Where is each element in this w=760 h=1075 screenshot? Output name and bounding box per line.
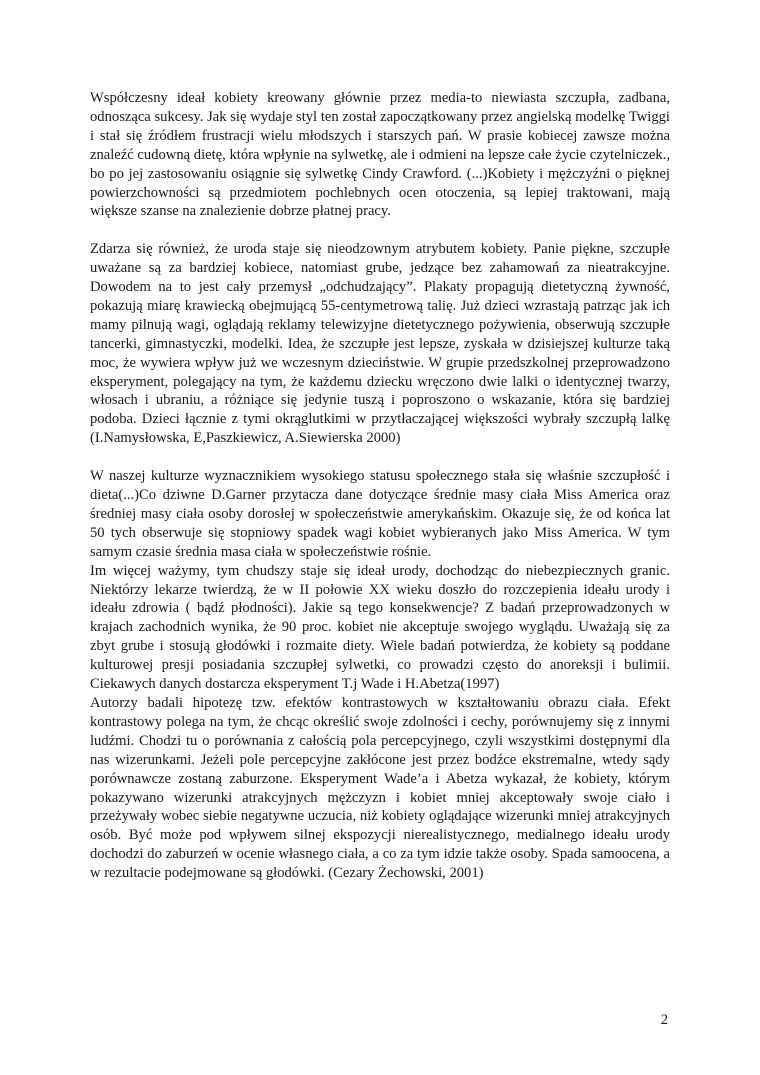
- paragraph-contrast-effects: Autorzy badali hipotezę tzw. efektów kontrastowych w kształtowaniu obrazu ciała. Efekt kontrastowy polega na tym, że chcąc określić swoje zdolności i cechy, porównujemy się z innymi ludźmi. Chodzi tu o porównania z całością pola percepcyjnego, czyli wszystkimi dostępnymi dla nas wizerunkami. Jeżeli pole percepcyjne zakłócone jest przez bodźce ekstremalne, wtedy sądy porównawcze zostaną zaburzone. Eksperyment Wade’a i Abetza wykazał, że kobiety, którym pokazywano wizerunki atrakcyjnych mężczyzn i kobiet mniej akceptowały swoje ciało i przeżywały wobec siebie negatywne uczucia, niż kobiety oglądające wizerunki mniej atrakcyjnych osób. Być może pod wpływem silnej ekspozycji nierealistycznego, medialnego ideału urody dochodzi do zaburzeń w ocenie własnego ciała, a co za tym idzie także osoby. Spada samoocena, a w rezultacie podejmowane są głodówki. (Cezary Żechowski, 2001): [90, 694, 670, 882]
- body-text: [90, 89, 670, 883]
- paragraph-consequences: Im więcej ważymy, tym chudszy staje się ideał urody, dochodząc do niebezpiecznych granic. Niektórzy lekarze twierdzą, że w II połowie XX wieku doszło do rozczepienia ideału urody i ideału zdrowia ( bądź płodności). Jakie są tego konsekwencje? Z badań przeprowadzonych w krajach zachodnich wynika, że 90 proc. kobiet nie akceptuje swojego wyglądu. Uważają się za zbyt grube i stosują głodówki i rozmaite diety. Wiele badań potwierdza, że kobiety są poddane kulturowej presji posiadania szczupłej sylwetki, co prowadzi często do anoreksji i bulimii. Ciekawych danych dostarcza eksperyment T.j Wade i H.Abetza(1997): [90, 562, 670, 693]
- paragraph-ideal: Współczesny ideał kobiety kreowany głównie przez media-to niewiasta szczupła, zadbana, odnosząca sukcesy. Jak się wydaje styl ten został zapoczątkowany przez angielską modelkę Twiggi i stał się źródłem frustracji wielu młodszych i starszych pań. W prasie kobiecej zawsze można znaleźć cudowną dietę, która wpłynie na sylwetkę, ale i odmieni na lepsze całe życie czytelniczek., bo po jej zastosowaniu osiągnie się sylwetkę Cindy Crawford. (...)Kobiety i mężczyźni o pięknej powierzchowności są przedmiotem pochlebnych ocen otoczenia, są lepiej traktowani, mają większe szanse na znalezienie dobrze płatnej pracy.: [90, 90, 670, 220]
- page-number: 2: [660, 1012, 668, 1028]
- paragraph-beauty-attribute: Zdarza się również, że uroda staje się nieodzownym atrybutem kobiety. Panie piękne, szczupłe uważane są za bardziej kobiece, natomiast grube, jedzące bez zahamowań za nieatrakcyjne. Dowodem na to jest cały przemysł „odchudzający”. Plakaty propagują dietetyczną żywność, pokazują miarę krawiecką obejmującą 55-centymetrową talię. Już dzieci wzrastają patrząc jak ich mamy pilnują wagi, oglądają reklamy telewizyjne dietetycznego pożywienia, obserwują szczupłe tancerki, gimnastyczki, modelki. Idea, że szczupłe jest lepsze, zyskała w dzisiejszej kulturze taką moc, że wywiera wpływ już we wczesnym dzieciństwie. W grupie przedszkolnej przeprowadzono eksperyment, polegający na tym, że każdemu dziecku wręczono dwie lalki o identycznej twarzy, włosach i ubraniu, a różniące się jedynie tuszą i poproszono o wskazanie, która się bardziej podoba. Dzieci łącznie z tymi okrąglutkimi w przytłaczającej większości wybrały szczupłą lalkę (I.Namysłowska, E,Paszkiewicz, A.Siewierska 2000): [90, 241, 670, 447]
- paragraph-status: W naszej kulturze wyznacznikiem wysokiego statusu społecznego stała się właśnie szczupłość i dieta(...)Co dziwne D.Garner przytacza dane dotyczące średnie masy ciała Miss America oraz średniej masy ciała osoby dorosłej w społeczeństwie amerykańskim. Okazuje się, że od końca lat 50 tych obserwuje się stopniowy spadek wagi kobiet wybieranych jako Miss America. W tym samym czasie średnia masa ciała w społeczeństwie rośnie.: [90, 468, 670, 560]
